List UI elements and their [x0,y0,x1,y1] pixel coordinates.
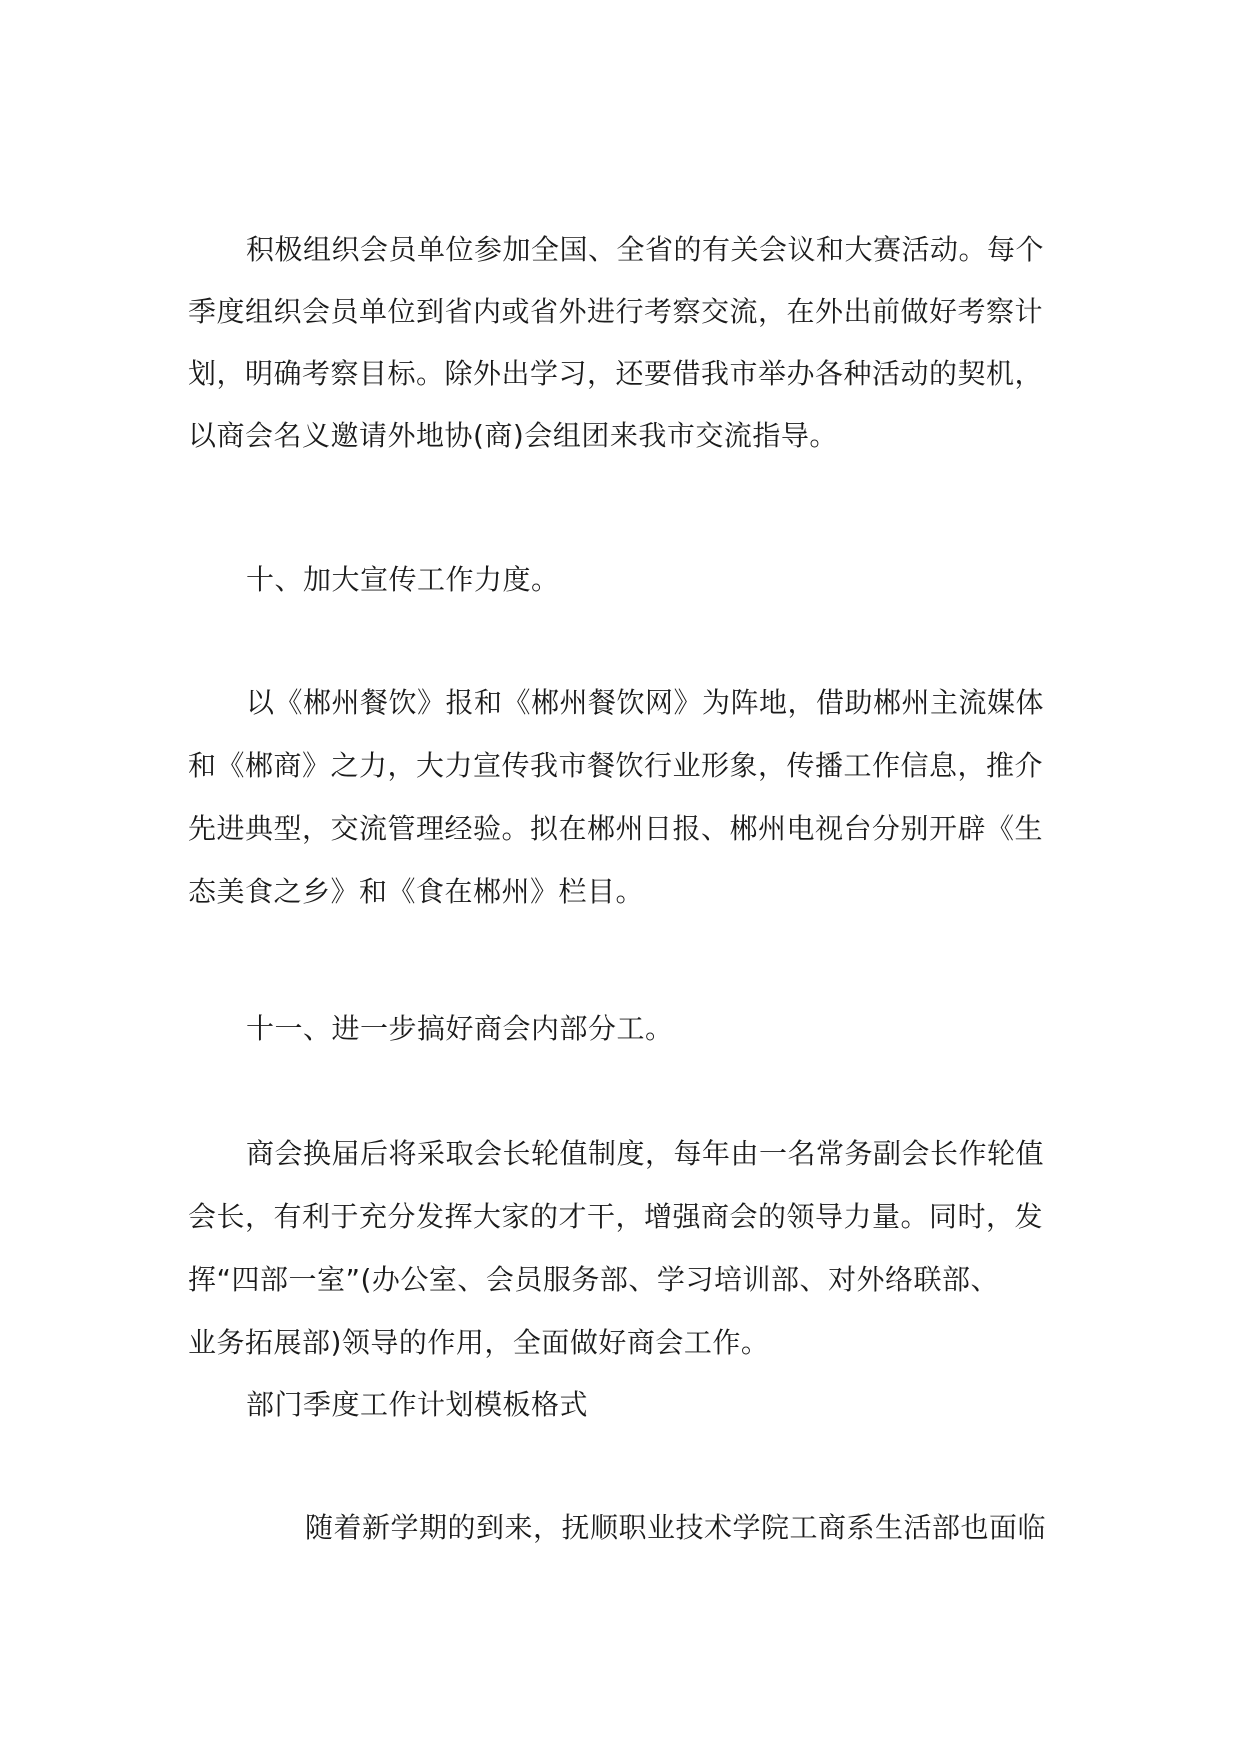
paragraph-4-line-1: 随着新学期的到来，抚顺职业技术学院工商系生活部也面临 [305,1511,1047,1544]
paragraph-1-line-2: 季度组织会员单位到省内或省外进行考察交流，在外出前做好考察计 [188,295,1044,328]
paragraph-2-line-2: 和《郴商》之力，大力宣传我市餐饮行业形象，传播工作信息，推介 [188,749,1044,782]
paragraph-1-line-4: 以商会名义邀请外地协(商)会组团来我市交流指导。 [188,419,838,452]
paragraph-3-line-4: 业务拓展部)领导的作用，全面做好商会工作。 [188,1326,770,1359]
paragraph-2-line-3: 先进典型，交流管理经验。拟在郴州日报、郴州电视台分别开辟《生 [188,812,1044,845]
paragraph-2-line-1: 以《郴州餐饮》报和《郴州餐饮网》为阵地，借助郴州主流媒体 [246,686,1045,719]
paragraph-3-line-1: 商会换届后将采取会长轮值制度，每年由一名常务副会长作轮值 [246,1137,1045,1170]
section-heading-11: 十一、进一步搞好商会内部分工。 [246,1012,674,1045]
document-subtitle: 部门季度工作计划模板格式 [246,1388,589,1421]
paragraph-1-line-1: 积极组织会员单位参加全国、全省的有关会议和大赛活动。每个 [246,233,1045,266]
section-heading-10: 十、加大宣传工作力度。 [246,563,560,596]
paragraph-3-line-2: 会长，有利于充分发挥大家的才干，增强商会的领导力量。同时，发 [188,1200,1044,1233]
paragraph-3-line-3: 挥“四部一室”(办公室、会员服务部、学习培训部、对外络联部、 [188,1263,999,1296]
paragraph-2-line-4: 态美食之乡》和《食在郴州》栏目。 [188,875,645,908]
paragraph-1-line-3: 划，明确考察目标。除外出学习，还要借我市举办各种活动的契机， [188,357,1044,390]
